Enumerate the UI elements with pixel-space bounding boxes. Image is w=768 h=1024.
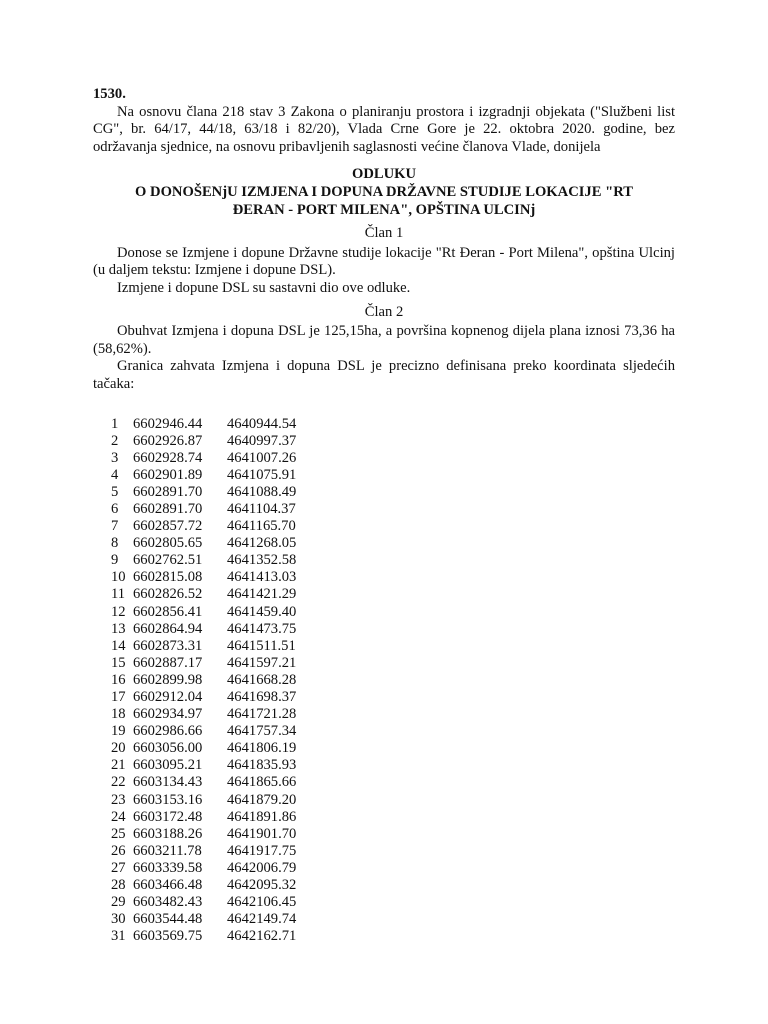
coordinate-row [111,501,675,518]
coordinate-x: 6602891.70 [133,483,203,500]
article-1-paragraph-2: Izmjene i dopune DSL su sastavni dio ove odluke. [117,279,411,296]
coordinate-row [111,450,675,467]
coordinate-x: 6602926.87 [133,432,203,449]
coordinate-row [111,569,675,586]
coordinate-point-number: 13 [111,620,126,637]
coordinate-row [111,809,675,826]
coordinate-y: 4641806.19 [227,740,297,757]
coordinate-x: 6602857.72 [133,518,203,535]
coordinate-x: 6602946.44 [133,415,203,432]
coordinate-row [111,586,675,603]
coordinate-x: 6602864.94 [133,620,203,637]
coordinate-point-number: 31 [111,928,126,945]
article-2-paragraph-1: Obuhvat Izmjena i dopuna DSL je 125,15ha, a površina kopnenog dijela plana iznosi 73,36 ha (58,62%). [93,323,675,357]
coordinate-x: 6603188.26 [133,825,203,842]
coordinate-point-number: 14 [111,637,126,654]
coordinate-row [111,860,675,877]
coordinate-x: 6603153.16 [133,791,203,808]
title-line-1: ODLUKU [351,166,417,183]
coordinate-y: 4641075.91 [227,466,297,483]
coordinate-x: 6602901.89 [133,466,203,483]
coordinate-y: 4642106.45 [227,894,297,911]
coordinate-point-number: 28 [111,877,126,894]
coordinate-row [111,535,675,552]
preamble-paragraph: Na osnovu člana 218 stav 3 Zakona o planiranju prostora i izgradnji objekata ("Službeni list CG", br. 64/17, 44/18, 63/18 i 82/20), Vlada Crne Gore je 22. oktobra 2020. godine, bez održavanja sjednice, na osnovu pribavljenih saglasnosti većine članova Vlade, donijela [93,103,675,155]
coordinate-x: 6602856.41 [133,603,203,620]
coordinate-y: 4641352.58 [227,552,297,569]
article-1-heading: Član 1 [364,225,404,242]
coordinate-x: 6603056.00 [133,740,203,757]
coordinate-row [111,552,675,569]
coordinate-y: 4641421.29 [227,586,297,603]
coordinate-row [111,843,675,860]
coordinate-point-number: 15 [111,654,126,671]
coordinate-x: 6602928.74 [133,449,203,466]
article-1-paragraph-1: Donose se Izmjene i dopune Državne studije lokacije "Rt Đeran - Port Milena", opština Ulcinj (u daljem tekstu: Izmjene i dopune DSL). [93,244,675,279]
coordinate-x: 6603482.43 [133,894,203,911]
coordinate-x: 6602762.51 [133,552,203,569]
coordinate-y: 4641668.28 [227,671,297,688]
coordinate-x: 6603172.48 [133,808,203,825]
coordinate-point-number: 3 [111,449,119,466]
coordinate-row [111,621,675,638]
coordinate-row [111,672,675,689]
coordinate-x: 6602899.98 [133,671,203,688]
decision-number: 1530. [93,86,126,102]
coordinate-row [111,757,675,774]
document-page [93,86,675,945]
coordinate-x: 6603569.75 [133,928,203,945]
coordinate-y: 4641597.21 [227,654,297,671]
coordinate-point-number: 8 [111,535,119,552]
coordinate-y: 4641757.34 [227,723,297,740]
coordinate-row [111,774,675,791]
coordinate-x: 6603095.21 [133,757,203,774]
coordinate-point-number: 16 [111,671,126,688]
coordinate-row [111,723,675,740]
coordinate-y: 4641721.28 [227,706,297,723]
coordinate-y: 4641088.49 [227,483,297,500]
coordinate-row [111,416,675,433]
coordinate-y: 4640944.54 [227,415,297,432]
coordinate-y: 4642006.79 [227,859,297,876]
coordinate-x: 6603466.48 [133,877,203,894]
article-2-heading: Član 2 [364,303,404,320]
coordinate-x: 6602826.52 [133,586,203,603]
coordinate-y: 4642162.71 [227,928,297,945]
title-line-2: O DONOŠENjU IZMJENA I DOPUNA DRŽAVNE STUDIJE LOKACIJE "RT [135,183,633,200]
coordinate-row [111,484,675,501]
coordinate-x: 6602873.31 [133,637,203,654]
document-title [93,166,675,219]
article-2-paragraph-2: Granica zahvata Izmjena i dopuna DSL je precizno definisana preko koordinata sljedećih tačaka: [93,358,675,392]
coordinate-x: 6603339.58 [133,859,203,876]
coordinates-table [111,416,675,946]
coordinate-x: 6602986.66 [133,723,203,740]
coordinate-row [111,433,675,450]
coordinate-row [111,655,675,672]
coordinate-row [111,877,675,894]
coordinate-x: 6603134.43 [133,774,203,791]
coordinate-point-number: 18 [111,706,126,723]
coordinate-point-number: 1 [111,415,119,432]
coordinate-y: 4641268.05 [227,535,297,552]
coordinate-row [111,689,675,706]
coordinate-row [111,740,675,757]
coordinate-x: 6602891.70 [133,500,203,517]
coordinate-y: 4641511.51 [227,637,296,654]
coordinate-x: 6603544.48 [133,911,203,928]
coordinate-point-number: 6 [111,500,119,517]
coordinate-point-number: 20 [111,740,126,757]
coordinate-point-number: 17 [111,689,126,705]
coordinate-row [111,706,675,723]
coordinate-row [111,467,675,484]
coordinate-y: 4641698.37 [227,689,297,705]
coordinate-row [111,604,675,621]
coordinate-row [111,928,675,945]
coordinate-x: 6602805.65 [133,535,203,552]
coordinate-point-number: 29 [111,894,126,911]
coordinate-y: 4642149.74 [227,911,297,928]
coordinate-point-number: 4 [111,466,119,483]
coordinate-point-number: 11 [111,586,126,603]
coordinate-y: 4641007.26 [227,449,297,466]
coordinate-x: 6602912.04 [133,689,203,705]
coordinate-y: 4640997.37 [227,432,297,449]
coordinate-point-number: 5 [111,483,119,500]
coordinate-y: 4641901.70 [227,825,297,842]
coordinate-point-number: 23 [111,791,126,808]
coordinate-y: 4641917.75 [227,842,297,859]
coordinate-row [111,792,675,809]
coordinate-x: 6602815.08 [133,569,203,586]
coordinate-row [111,826,675,843]
coordinate-y: 4641413.03 [227,569,297,586]
coordinate-y: 4641865.66 [227,774,297,791]
coordinate-x: 6602934.97 [133,706,203,723]
coordinate-point-number: 9 [111,552,119,569]
coordinate-x: 6603211.78 [133,842,202,859]
coordinate-point-number: 22 [111,774,126,791]
coordinate-point-number: 12 [111,603,126,620]
coordinate-y: 4641104.37 [227,500,296,517]
coordinate-point-number: 25 [111,825,126,842]
coordinate-point-number: 2 [111,432,119,449]
coordinate-row [111,638,675,655]
coordinate-y: 4641459.40 [227,603,297,620]
coordinate-x: 6602887.17 [133,654,203,671]
coordinate-point-number: 27 [111,859,126,876]
coordinate-point-number: 30 [111,911,126,928]
coordinate-point-number: 19 [111,723,126,740]
coordinate-y: 4641891.86 [227,808,297,825]
coordinate-y: 4641473.75 [227,620,297,637]
coordinate-y: 4641835.93 [227,757,297,774]
coordinate-point-number: 7 [111,518,119,535]
coordinate-row [111,911,675,928]
coordinate-row [111,518,675,535]
title-line-3: ĐERAN - PORT MILENA", OPŠTINA ULCINj [232,201,536,218]
coordinate-point-number: 24 [111,808,126,825]
coordinate-point-number: 26 [111,842,126,859]
coordinate-y: 4641165.70 [227,518,296,535]
coordinate-y: 4641879.20 [227,791,297,808]
coordinate-point-number: 21 [111,757,126,774]
coordinate-point-number: 10 [111,569,126,586]
coordinate-y: 4642095.32 [227,877,297,894]
coordinate-row [111,894,675,911]
